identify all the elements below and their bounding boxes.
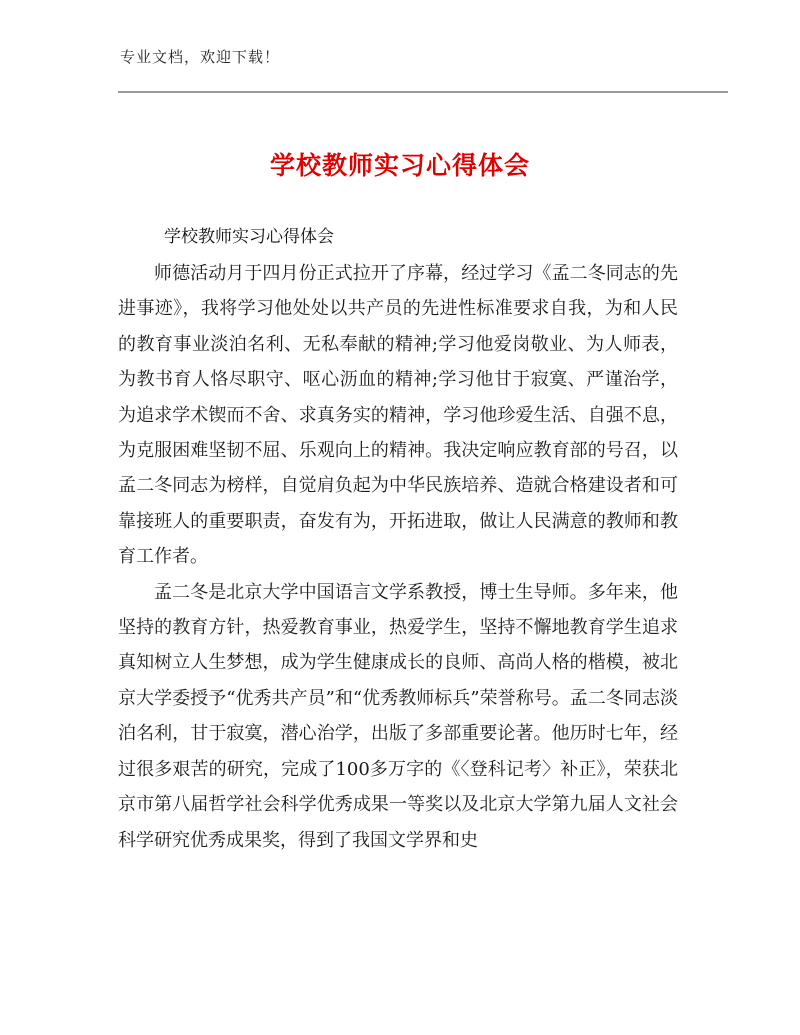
document-subtitle: 学校教师实习心得体会 <box>164 227 334 247</box>
document-body <box>118 256 678 858</box>
body-paragraph-2: 孟二冬是北京大学中国语言文学系教授，博士生导师。多年来，他坚持的教育方针，热爱教育事业，热爱学生，坚持不懈地教育学生追求真知树立人生梦想，成为学生健康成长的良师、高尚人格的楷模，被北京大学委授予“优秀共产员”和“优秀教师标兵”荣誉称号。孟二冬同志淡泊名利，甘于寂寞，潜心治学，出版了多部重要论著。他历时七年，经过很多艰苦的研究，完成了100多万字的《〈登科记考〉补正》，荣获北京市第八届哲学社会科学优秀成果一等奖以及北京大学第九届人文社会科学研究优秀成果奖，得到了我国文学界和史 <box>118 581 678 851</box>
document-title: 学校教师实习心得体会 <box>269 151 530 180</box>
header-divider <box>118 91 728 93</box>
body-paragraph-1: 师德活动月于四月份正式拉开了序幕，经过学习《孟二冬同志的先进事迹》，我将学习他处处以共产员的先进性标准要求自我，为和人民的教育事业淡泊名利、无私奉献的精神;学习他爱岗敬业、为人师表，为教书育人恪尽职守、呕心沥血的精神;学习他甘于寂寞、严谨治学，为追求学术锲而不舍、求真务实的精神，学习他珍爱生活、自强不息，为克服困难坚韧不屈、乐观向上的精神。我决定响应教育部的号召，以孟二冬同志为榜样，自觉肩负起为中华民族培养、造就合格建设者和可靠接班人的重要职责，奋发有为，开拓进取，做让人民满意的教师和教育工作者。 <box>118 263 678 568</box>
page-header-text: 专业文档，欢迎下载！ <box>120 48 281 66</box>
